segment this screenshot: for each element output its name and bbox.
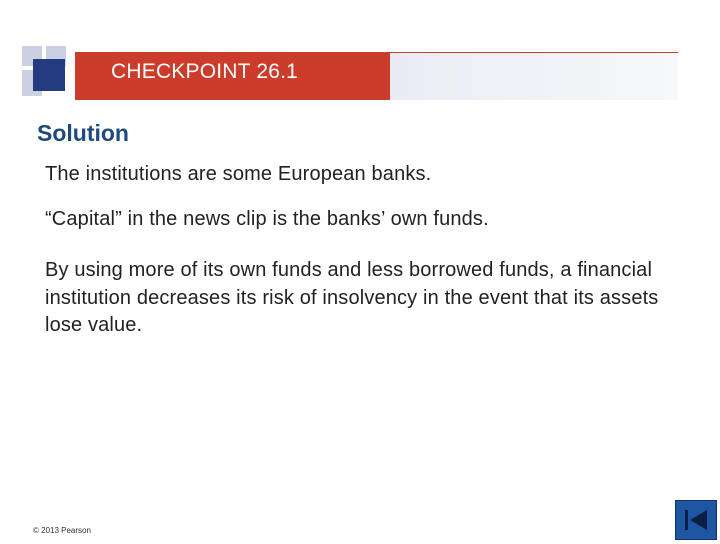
skip-to-end-button[interactable] — [675, 500, 717, 540]
paragraph-2: “Capital” in the news clip is the banks’ own funds. — [45, 208, 489, 230]
slide-title: CHECKPOINT 26.1 — [111, 60, 299, 83]
checkpoint-logo-icon — [22, 46, 72, 98]
copyright-notice: © 2013 Pearson — [33, 526, 91, 535]
paragraph-3: By using more of its own funds and less borrowed funds, a financial institution decreases its risk of insolvency in the event that its assets lose value. — [45, 259, 659, 336]
header-banner-extension — [390, 53, 678, 100]
skip-to-end-icon — [676, 501, 716, 539]
section-heading: Solution — [37, 120, 129, 146]
paragraph-1: The institutions are some European banks. — [45, 163, 432, 185]
